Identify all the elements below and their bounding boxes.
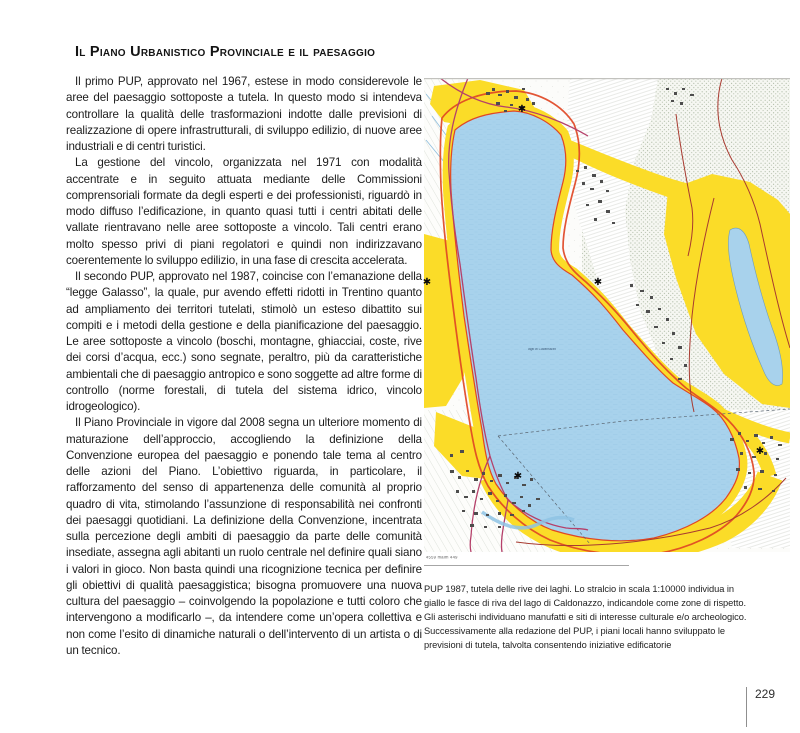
paragraph-3: Il secondo PUP, approvato nel 1987, coincise con l’emanazione della “legge Galasso”, la quale, pur avendo effetti ridotti in Trentino quanto ad ampliamento dei territori tutelati, stimolò un esteso dibattito sui compiti e i metodi della gestione e della pianificazione del paesaggio. Le aree sottoposte a vincolo (boschi, montagne, ghiacciai, coste, rive dei corsi d’acqua, ecc.) sono segnate, peraltro, più da caratteristiche ambientali che di paesaggio antropico e sono soggette ad altre forme di controllo (norme forestali, di tutela del sistema idrico, vincolo idrogeologico). <box>66 270 422 413</box>
page-number: 229 <box>755 687 776 701</box>
figure-caption: PUP 1987, tutela delle rive dei laghi. Lo stralcio in scala 1:10000 individua in giallo le fasce di riva del lago di Caldonazzo, indicandole come zone di rispetto. Gli asterischi individuano manufatti e siti di interesse culturale e/o archeologico. Successivamente alla redazione del PUP, i piani locali hanno sviluppato le previsioni di tutela, talvolta consentendo iniziative edificatorie <box>424 584 747 650</box>
paragraph-1: Il primo PUP, approvato nel 1967, estese in modo considerevole le aree del paesaggio sottoposte a tutela. In questo modo si intendeva controllare la qualità delle trasformazioni indotte dalle previsioni di realizzazione di opere infrastrutturali, di sviluppo edilizio, di nuove aree industriali e di centri turistici. <box>66 75 422 153</box>
page-number-block <box>746 687 775 727</box>
article-body <box>66 74 422 659</box>
site-marker-asterisk-1: ✱ <box>517 104 527 115</box>
site-marker-asterisk-4: ✱ <box>513 471 523 482</box>
paragraph-2: La gestione del vincolo, organizzata nel 1971 con modalità accentrate e in seguito attuata mediante delle Commissioni comprensoriali formate da degli esperti e dei professionisti, riguardò in modo diffuso l’edificazione, in quanto quasi tutti i centri abitati delle vallate rientravano nelle aree sottoposte a vincolo. Tali centri erano molto spesso privi di piani regolatori e quindi non indirizzavano coerentemente lo sviluppo edilizio, in una fase di crescita accelerata. <box>66 156 422 267</box>
site-marker-asterisk-2: ✱ <box>422 277 432 288</box>
page-title: Il Piano Urbanistico Provinciale e il paesaggio <box>75 44 376 60</box>
paragraph-4: Il Piano Provinciale in vigore dal 2008 segna un ulteriore momento di maturazione dell’approccio, accogliendo la definizione della Convenzione europea del paesaggio e ponendo tale tema al centro delle azioni del Piano. L’obiettivo riguarda, in particolare, il rafforzamento del senso di appartenenza delle comunità al proprio quadro di vita, stimolando l’assunzione di responsabilità nei confronti dei paesaggi quotidiani. La definizione della Convenzione, incentrata sulla percezione degli ambiti di paesaggio da parte delle comunità insediate, assegna agli abitanti un ruolo centrale nel definire quali siano i valori in gioco. Non basta quindi una ricognizione tecnica per definire gli obiettivi di qualità paesaggistica; bisogna promuovere una nuova cultura del paesaggio – coinvolgendo la popolazione e tutti coloro che intervengono a modificarlo –, da intendere come un’opera collettiva e non come l’esito di dinamiche naturali o dell’intervento di un artista o di un tecnico. <box>66 416 422 657</box>
map-top-edge <box>424 78 790 79</box>
site-marker-asterisk-3: ✱ <box>593 277 603 288</box>
map-sheet-note: 4559 malm 449 <box>426 556 458 561</box>
site-marker-asterisk-5: ✱ <box>755 446 765 457</box>
map-figure <box>424 78 790 653</box>
topographic-map-graphic <box>424 78 790 566</box>
pup-map <box>424 78 790 566</box>
lake-name-label: lago di Caldonazzo <box>528 348 557 352</box>
